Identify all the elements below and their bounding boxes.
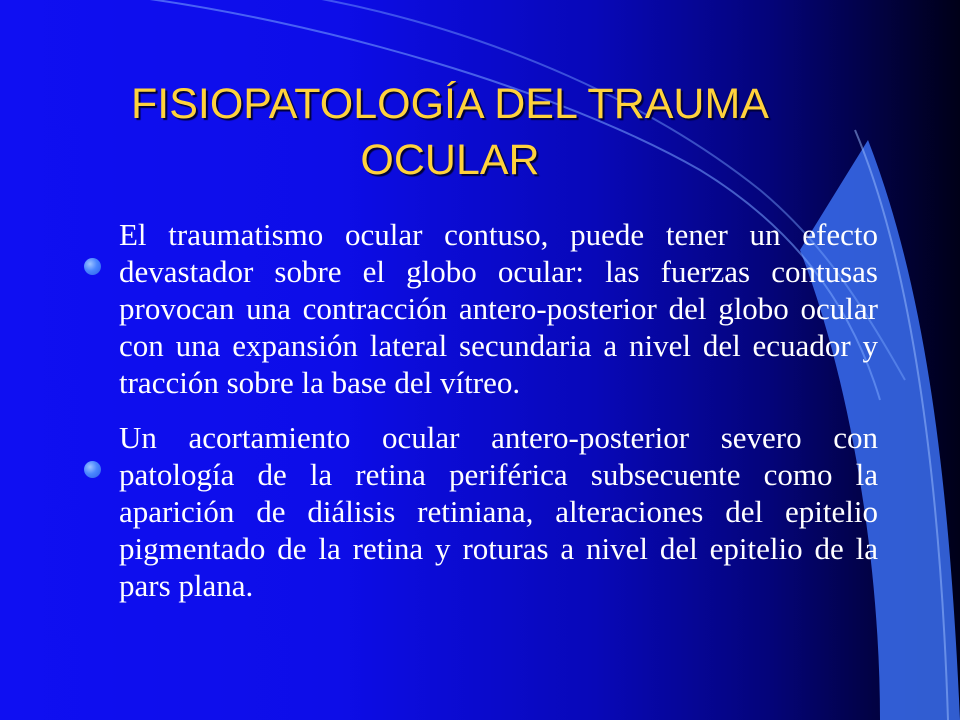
bullet-dot-icon xyxy=(84,461,101,478)
bullet-item-2 xyxy=(78,419,878,604)
bullet-text-2: Un acortamiento ocular antero-posterior severo con patología de la retina periférica subsecuente como la aparición de diálisis retiniana, alteraciones del epitelio pigmentado de la retina y roturas a nivel del epitelio de la pars plana. xyxy=(119,420,878,603)
bullet-dot-icon xyxy=(84,258,101,275)
bullet-list xyxy=(78,216,878,622)
bullet-item-1 xyxy=(78,216,878,401)
bullet-text-1: El traumatismo ocular contuso, puede tener un efecto devastador sobre el globo ocular: las fuerzas contusas provocan una contracción antero-posterior del globo ocular con una expansión lateral secundaria a nivel del ecuador y tracción sobre la base del vítreo. xyxy=(119,217,878,400)
slide-title: FISIOPATOLOGÍA DEL TRAUMA OCULAR xyxy=(131,80,769,184)
